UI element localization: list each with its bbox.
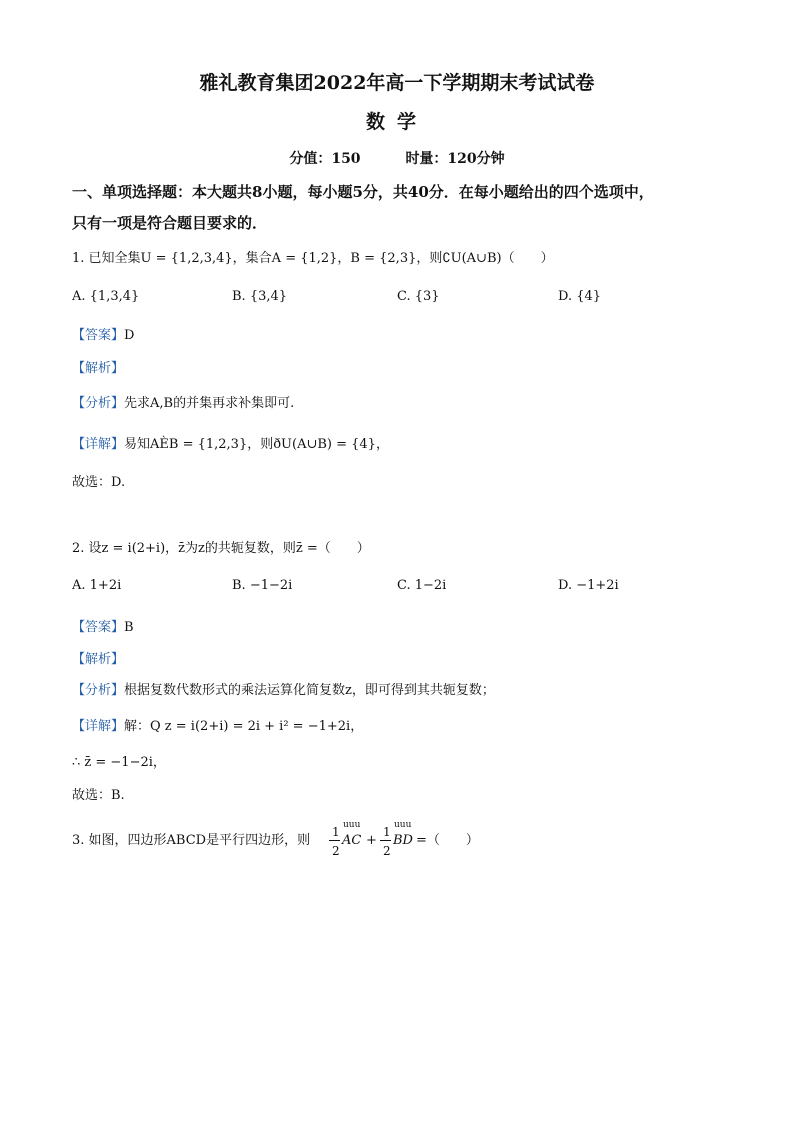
q1-option-d: D. {4} [558, 289, 602, 304]
q3-vector-arrow1: uuu [343, 820, 361, 830]
q2-detail: 解：Q z = i(2+i) = 2i + i² = −1+2i， [124, 719, 364, 734]
q3-vector-bd: BD [393, 833, 413, 848]
q1-conclusion: 故选：D. [72, 475, 126, 490]
q3-fraction1-den: 2 [332, 844, 340, 858]
section-heading-line2: 只有一项是符合题目要求的． [72, 214, 268, 232]
q2-answer: B [124, 620, 134, 635]
q2-answer-line [72, 619, 134, 637]
page-title: 雅礼教育集团2022年高一下学期期末考试试卷 [199, 72, 595, 94]
q2-step: ∴ z̄ = −1−2i， [72, 755, 166, 770]
q2-stem: 2. 设z = i(2+i)，z̄为z的共轭复数，则z̄ =（ ） [72, 541, 370, 556]
q3-fraction1-bar [329, 840, 340, 841]
q1-answer-tag: 【答案】 [72, 328, 125, 343]
q1-option-c: C. {3} [397, 289, 440, 304]
q1-answer: D [124, 328, 135, 343]
section-heading-line1: 一、单项选择题：本大题共8小题，每小题5分，共40分．在每小题给出的四个选项中， [72, 183, 654, 201]
q3-fraction2-bar [380, 840, 391, 841]
q2-detail-line [72, 718, 363, 736]
q3-vector-arrow2: uuu [394, 820, 412, 830]
q2-detail-tag: 【详解】 [72, 719, 125, 734]
q3-fraction1-num: 1 [332, 825, 340, 839]
q2-analysis-tag: 【解析】 [72, 652, 125, 667]
q1-detail: 易知AÈB = {1,2,3}，则ðU(A∪B) = {4}， [124, 437, 389, 452]
q2-answer-tag: 【答案】 [72, 620, 125, 635]
q2-conclusion: 故选：B. [72, 788, 125, 803]
q1-detail-tag: 【详解】 [72, 437, 125, 452]
q2-fenxi-line [72, 682, 495, 700]
q1-fenxi-tag: 【分析】 [72, 396, 125, 411]
time-label: 时量：120分钟 [405, 151, 505, 167]
q1-option-b: B. {3,4} [232, 289, 288, 304]
exam-meta [0, 150, 794, 168]
q1-answer-line [72, 327, 134, 345]
q1-fenxi: 先求A,B的并集再求补集即可. [124, 396, 295, 411]
q2-option-c: C. 1−2i [397, 578, 447, 593]
q3-stem-prefix: 3. 如图，四边形ABCD是平行四边形，则 [72, 833, 311, 848]
q1-detail-line [72, 436, 389, 454]
q2-option-d: D. −1+2i [558, 578, 619, 593]
q3-fraction2-den: 2 [383, 844, 391, 858]
q3-vector-ac: AC [342, 833, 362, 848]
q1-fenxi-line [72, 395, 294, 413]
q1-option-a: A. {1,3,4} [72, 289, 140, 304]
q3-stem-suffix: =（ ） [416, 833, 479, 848]
q1-stem: 1. 已知全集U = {1,2,3,4}，集合A = {1,2}，B = {2,3}，则∁U(A∪B)（ ） [72, 251, 554, 266]
q2-option-a: A. 1+2i [72, 578, 122, 593]
q2-option-b: B. −1−2i [232, 578, 293, 593]
q2-fenxi: 根据复数代数形式的乘法运算化简复数z，即可得到其共轭复数； [124, 683, 495, 698]
q1-analysis-tag: 【解析】 [72, 361, 125, 376]
score-label: 分值：150 [289, 151, 361, 167]
subject-heading: 数学 [365, 111, 428, 133]
q3-plus: + [366, 833, 377, 848]
q3-fraction2-num: 1 [383, 825, 391, 839]
q2-fenxi-tag: 【分析】 [72, 683, 125, 698]
